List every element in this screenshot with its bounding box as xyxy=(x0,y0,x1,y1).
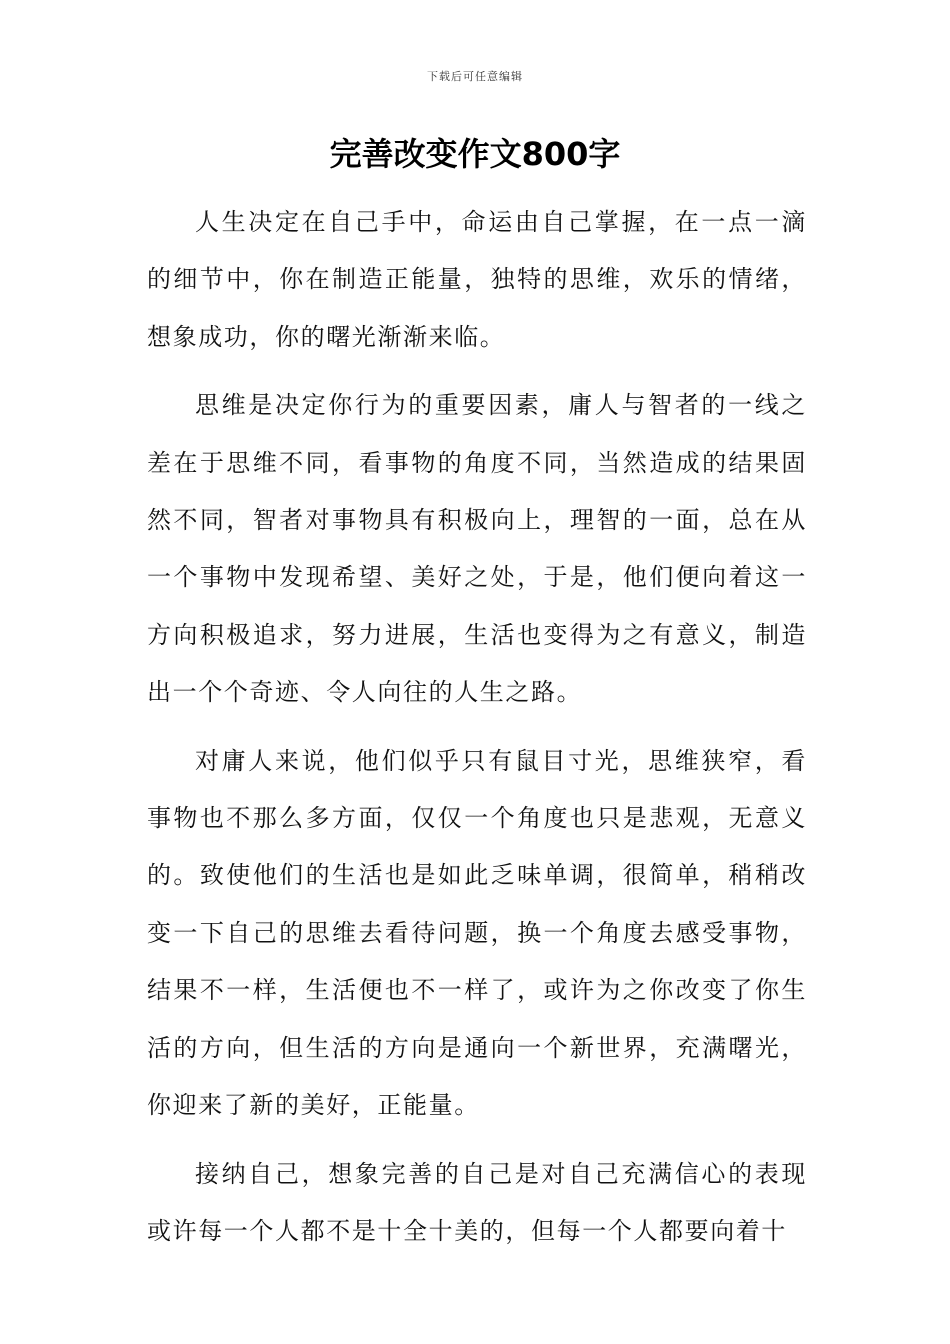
document-body xyxy=(147,194,807,1271)
header-note: 下载后可任意编辑 xyxy=(427,70,523,83)
paragraph-3: 对庸人来说，他们似乎只有鼠目寸光，思维狭窄，看事物也不那么多方面，仅仅一个角度也只是悲观，无意义的。致使他们的生活也是如此乏味单调，很简单，稍稍改变一下自己的思维去看待问题，换一个角度去感受事物，结果不一样，生活便也不一样了，或许为之你改变了你生活的方向，但生活的方向是通向一个新世界，充满曙光，你迎来了新的美好，正能量。 xyxy=(147,746,807,1120)
paragraph-1: 人生决定在自己手中，命运由自己掌握，在一点一滴的细节中，你在制造正能量，独特的思维，欢乐的情绪，想象成功，你的曙光渐渐来临。 xyxy=(147,208,807,351)
paragraph-2: 思维是决定你行为的重要因素，庸人与智者的一线之差在于思维不同，看事物的角度不同，当然造成的结果固然不同，智者对事物具有积极向上，理智的一面，总在从一个事物中发现希望、美好之处，于是，他们便向着这一方向积极追求，努力进展，生活也变得为之有意义，制造出一个个奇迹、令人向往的人生之路。 xyxy=(147,391,807,707)
document-title: 完善改变作文800字 xyxy=(329,135,621,173)
paragraph-4: 接纳自己，想象完善的自己是对自己充满信心的表现或许每一个人都不是十全十美的，但每一个人都要向着十 xyxy=(147,1159,807,1245)
